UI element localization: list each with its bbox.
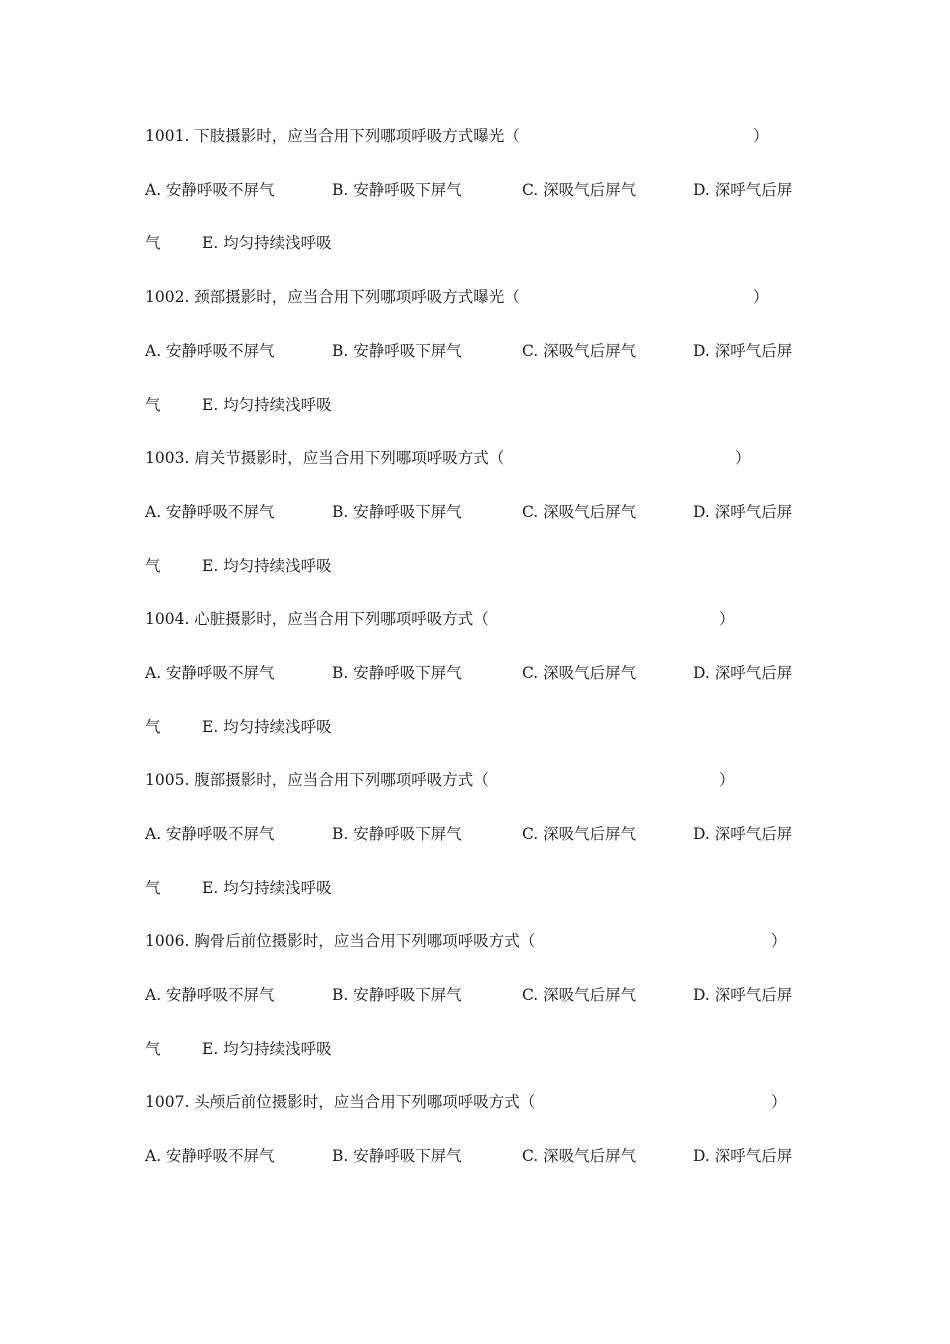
option-b: B. 安静呼吸下屏气 (332, 503, 462, 521)
option-c: C. 深吸气后屏气 (522, 342, 637, 360)
answer-bracket-close: ） (719, 771, 735, 789)
option-a: A. 安静呼吸不屏气 (145, 825, 275, 843)
option-d: D. 深呼气后屏 (693, 986, 793, 1004)
option-b: B. 安静呼吸下屏气 (332, 181, 462, 199)
option-c: C. 深吸气后屏气 (522, 181, 637, 199)
option-c: C. 深吸气后屏气 (522, 1147, 637, 1165)
answer-bracket-close: ） (753, 288, 769, 306)
option-e: E. 均匀持续浅呼吸 (202, 879, 332, 897)
answer-bracket-close: ） (753, 127, 769, 145)
option-e: E. 均匀持续浅呼吸 (202, 1040, 332, 1058)
question-text: 1003. 肩关节摄影时，应当合用下列哪项呼吸方式（ (145, 449, 505, 467)
answer-bracket-close: ） (771, 1093, 787, 1111)
answer-bracket-close: ） (735, 449, 751, 467)
question-text: 1001. 下肢摄影时，应当合用下列哪项呼吸方式曝光（ (145, 127, 520, 145)
option-c: C. 深吸气后屏气 (522, 825, 637, 843)
option-e: E. 均匀持续浅呼吸 (202, 396, 332, 414)
option-e: E. 均匀持续浅呼吸 (202, 234, 332, 252)
option-d: D. 深呼气后屏 (693, 1147, 793, 1165)
option-d-continuation: 气 (145, 557, 161, 575)
option-d: D. 深呼气后屏 (693, 181, 793, 199)
option-d: D. 深呼气后屏 (693, 342, 793, 360)
option-d-continuation: 气 (145, 718, 161, 736)
question-text: 1002. 颈部摄影时，应当合用下列哪项呼吸方式曝光（ (145, 288, 520, 306)
option-d-continuation: 气 (145, 879, 161, 897)
question-text: 1004. 心脏摄影时，应当合用下列哪项呼吸方式（ (145, 610, 489, 628)
option-c: C. 深吸气后屏气 (522, 503, 637, 521)
option-b: B. 安静呼吸下屏气 (332, 1147, 462, 1165)
option-a: A. 安静呼吸不屏气 (145, 1147, 275, 1165)
option-a: A. 安静呼吸不屏气 (145, 181, 275, 199)
option-b: B. 安静呼吸下屏气 (332, 342, 462, 360)
option-b: B. 安静呼吸下屏气 (332, 986, 462, 1004)
option-a: A. 安静呼吸不屏气 (145, 986, 275, 1004)
option-e: E. 均匀持续浅呼吸 (202, 718, 332, 736)
answer-bracket-close: ） (719, 610, 735, 628)
option-d: D. 深呼气后屏 (693, 503, 793, 521)
option-d-continuation: 气 (145, 1040, 161, 1058)
option-d-continuation: 气 (145, 396, 161, 414)
question-text: 1006. 胸骨后前位摄影时，应当合用下列哪项呼吸方式（ (145, 932, 536, 950)
option-a: A. 安静呼吸不屏气 (145, 664, 275, 682)
option-b: B. 安静呼吸下屏气 (332, 825, 462, 843)
option-a: A. 安静呼吸不屏气 (145, 342, 275, 360)
option-c: C. 深吸气后屏气 (522, 664, 637, 682)
option-c: C. 深吸气后屏气 (522, 986, 637, 1004)
option-b: B. 安静呼吸下屏气 (332, 664, 462, 682)
option-d: D. 深呼气后屏 (693, 825, 793, 843)
question-text: 1005. 腹部摄影时，应当合用下列哪项呼吸方式（ (145, 771, 489, 789)
option-a: A. 安静呼吸不屏气 (145, 503, 275, 521)
option-d: D. 深呼气后屏 (693, 664, 793, 682)
answer-bracket-close: ） (771, 932, 787, 950)
option-d-continuation: 气 (145, 234, 161, 252)
question-text: 1007. 头颅后前位摄影时，应当合用下列哪项呼吸方式（ (145, 1093, 536, 1111)
option-e: E. 均匀持续浅呼吸 (202, 557, 332, 575)
